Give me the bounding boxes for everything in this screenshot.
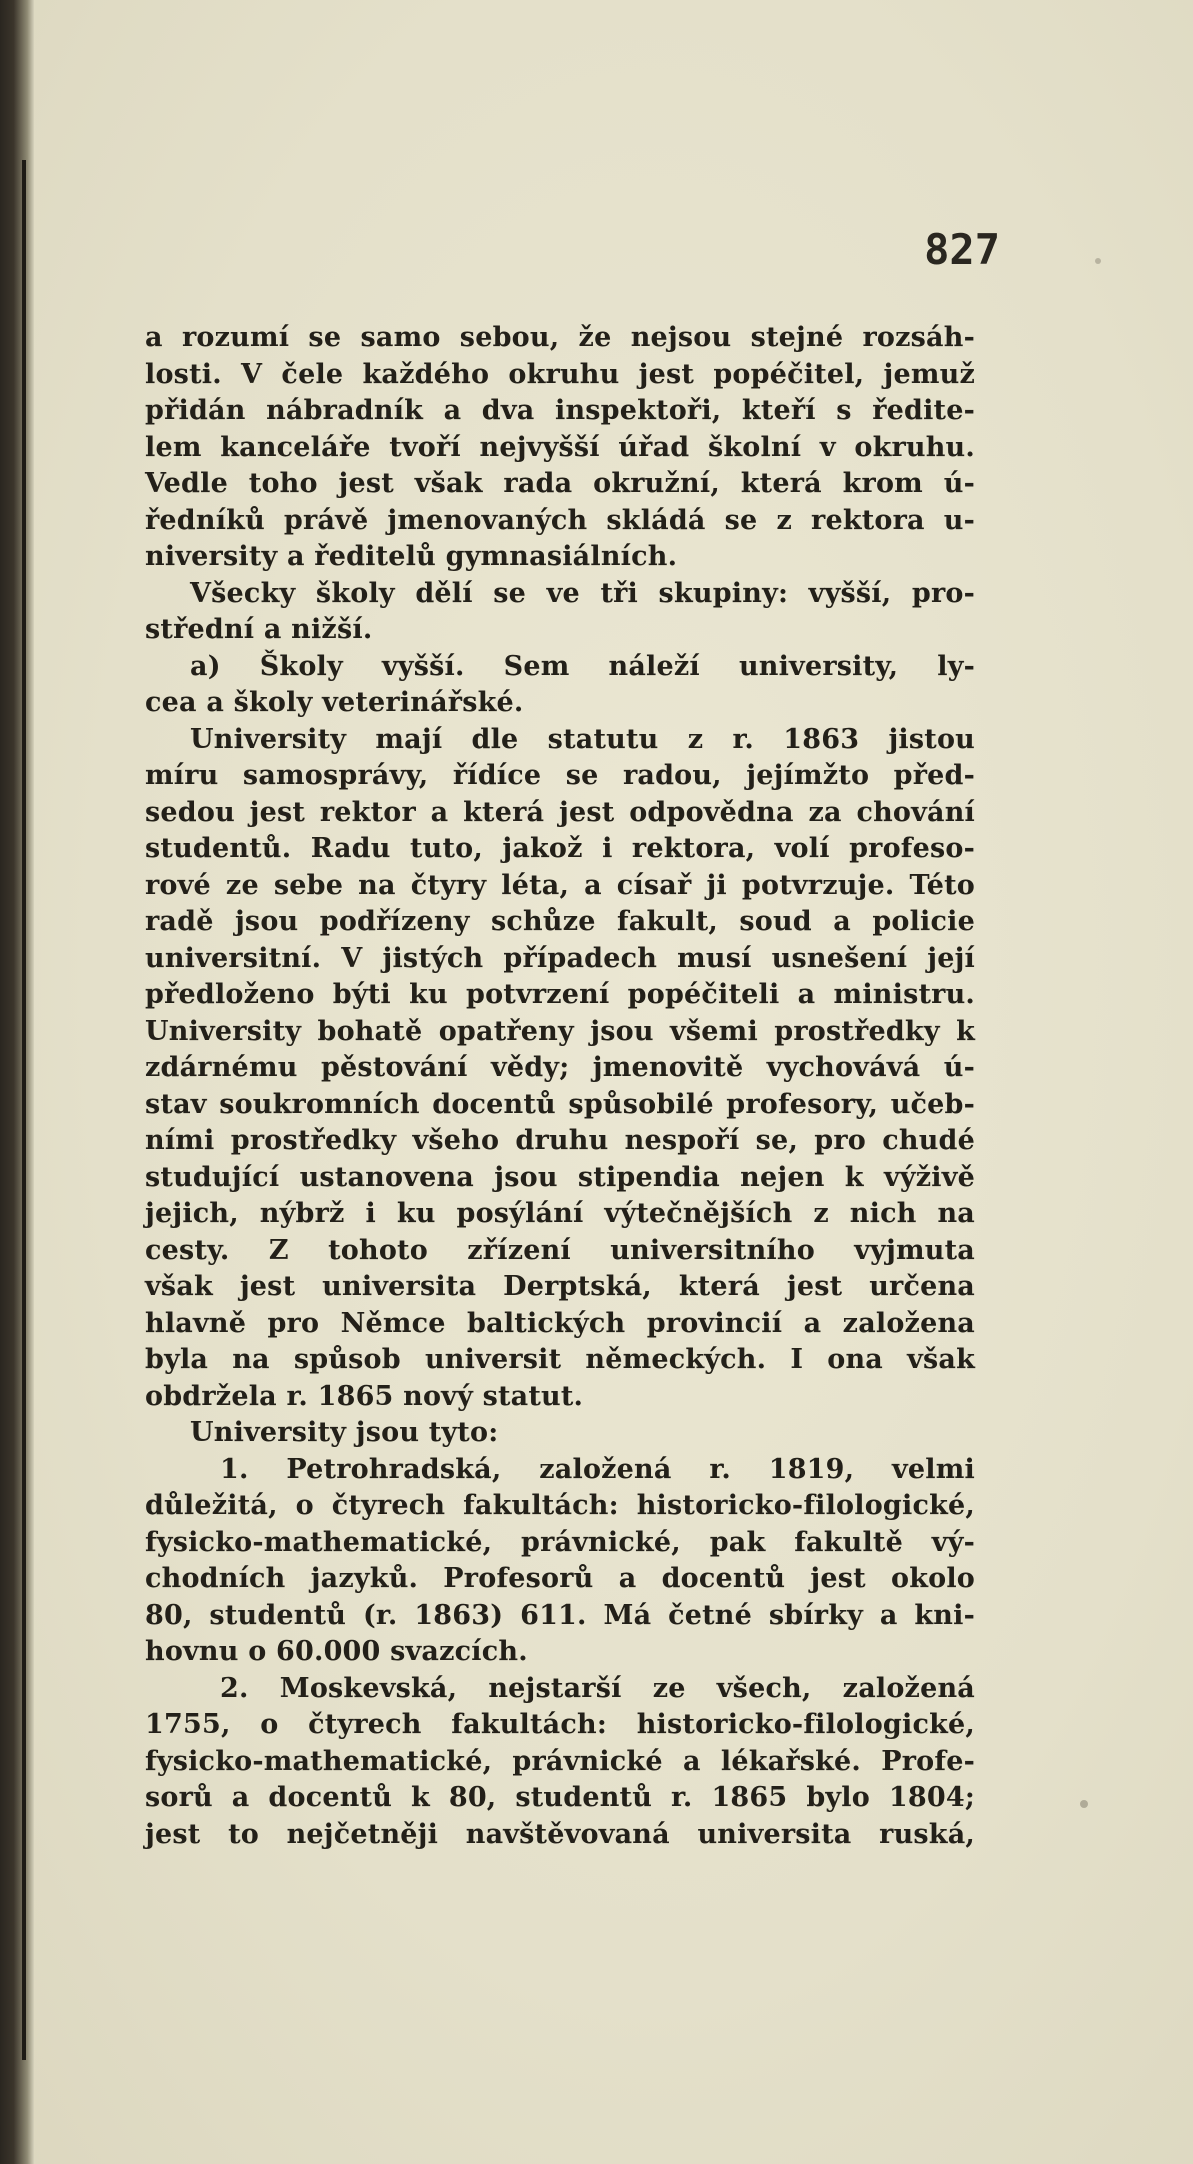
text-line: chodních jazyků. Profesorů a docentů jest okolo <box>145 1563 975 1594</box>
text-line: předloženo býti ku potvrzení popéčiteli a ministru. <box>145 979 975 1010</box>
text-line: 1755, o čtyrech fakultách: historicko-filologické, <box>145 1709 975 1740</box>
text-line: studující ustanovena jsou stipendia nejen k výživě <box>145 1161 975 1193</box>
text-line: 80, studentů (r. 1863) 611. Má četné sbírky a kni- <box>145 1599 975 1631</box>
text-line: studentů. Radu tuto, jakož i rektora, volí profeso- <box>145 833 975 864</box>
text-line: a rozumí se samo sebou, že nejsou stejné rozsáh- <box>145 322 975 353</box>
text-line: střední a nižší. <box>145 614 373 645</box>
text-line: University jsou tyto: <box>190 1417 499 1448</box>
text-line: sedou jest rektor a která jest odpovědna za chování <box>145 796 975 828</box>
text-line: niversity a ředitelů gymnasiálních. <box>145 541 678 572</box>
text-line: stav soukromních docentů spůsobilé profesory, učeb- <box>145 1088 975 1120</box>
book-binding <box>0 0 34 2164</box>
text-line: University bohatě opatřeny jsou všemi prostředky k <box>145 1015 975 1047</box>
body-text <box>145 320 975 1853</box>
text-line: 2. Moskevská, nejstarší ze všech, založená <box>220 1672 975 1704</box>
text-line: Všecky školy dělí se ve tři skupiny: vyšší, pro- <box>190 577 975 609</box>
text-line: fysicko-mathematické, právnické a lékařské. Profe- <box>145 1745 975 1777</box>
text-line: cesty. Z tohoto zřízení universitního vyjmuta <box>145 1234 975 1266</box>
text-line: rové ze sebe na čtyry léta, a císař ji potvrzuje. Této <box>145 869 975 901</box>
text-line: důležitá, o čtyrech fakultách: historicko-filologické, <box>145 1490 975 1521</box>
text-line: Vedle toho jest však rada okružní, která krom ú- <box>145 468 975 499</box>
text-line: míru samosprávy, řídíce se radou, jejímžto před- <box>145 760 975 791</box>
text-line: cea a školy veterinářské. <box>145 687 524 718</box>
page-number: 827 <box>924 225 1000 274</box>
text-line: jejich, nýbrž i ku posýlání výtečnějších z nich na <box>145 1198 975 1229</box>
text-line: zdárnému pěstování vědy; jmenovitě vychovává ú- <box>145 1052 975 1083</box>
text-line: fysicko-mathematické, právnické, pak fakultě vý- <box>145 1526 975 1558</box>
text-line: radě jsou podřízeny schůze fakult, soud a policie <box>145 906 975 937</box>
paper-speck <box>1080 1800 1088 1808</box>
text-line: jest to nejčetněji navštěvovaná universita ruská, <box>145 1818 975 1850</box>
text-line: přidán nábradník a dva inspektoři, kteří s ředite- <box>145 395 975 426</box>
text-line: hlavně pro Němce baltických provincií a založena <box>145 1307 975 1339</box>
text-line: losti. V čele každého okruhu jest popéčitel, jemuž <box>145 358 975 390</box>
text-line: sorů a docentů k 80, studentů r. 1865 bylo 1804; <box>145 1782 975 1813</box>
text-line: však jest universita Derptská, která jest určena <box>145 1271 975 1302</box>
paper-speck <box>1095 258 1101 264</box>
text-line: universitní. V jistých případech musí usnešení její <box>145 942 975 974</box>
text-line: hovnu o 60.000 svazcích. <box>145 1636 528 1667</box>
text-line: 1. Petrohradská, založená r. 1819, velmi <box>220 1453 975 1485</box>
text-line: lem kanceláře tvoří nejvyšší úřad školní v okruhu. <box>145 431 975 463</box>
text-line: ními prostředky všeho druhu nespoří se, pro chudé <box>145 1125 975 1156</box>
text-line: obdržela r. 1865 nový statut. <box>145 1380 584 1412</box>
binding-edge <box>22 160 26 2060</box>
text-line: ředníků právě jmenovaných skládá se z rektora u- <box>145 504 975 536</box>
text-line: a) Školy vyšší. Sem náleží university, ly- <box>190 650 975 682</box>
text-line: byla na spůsob universit německých. I ona však <box>145 1344 975 1375</box>
text-line: University mají dle statutu z r. 1863 jistou <box>190 723 975 755</box>
